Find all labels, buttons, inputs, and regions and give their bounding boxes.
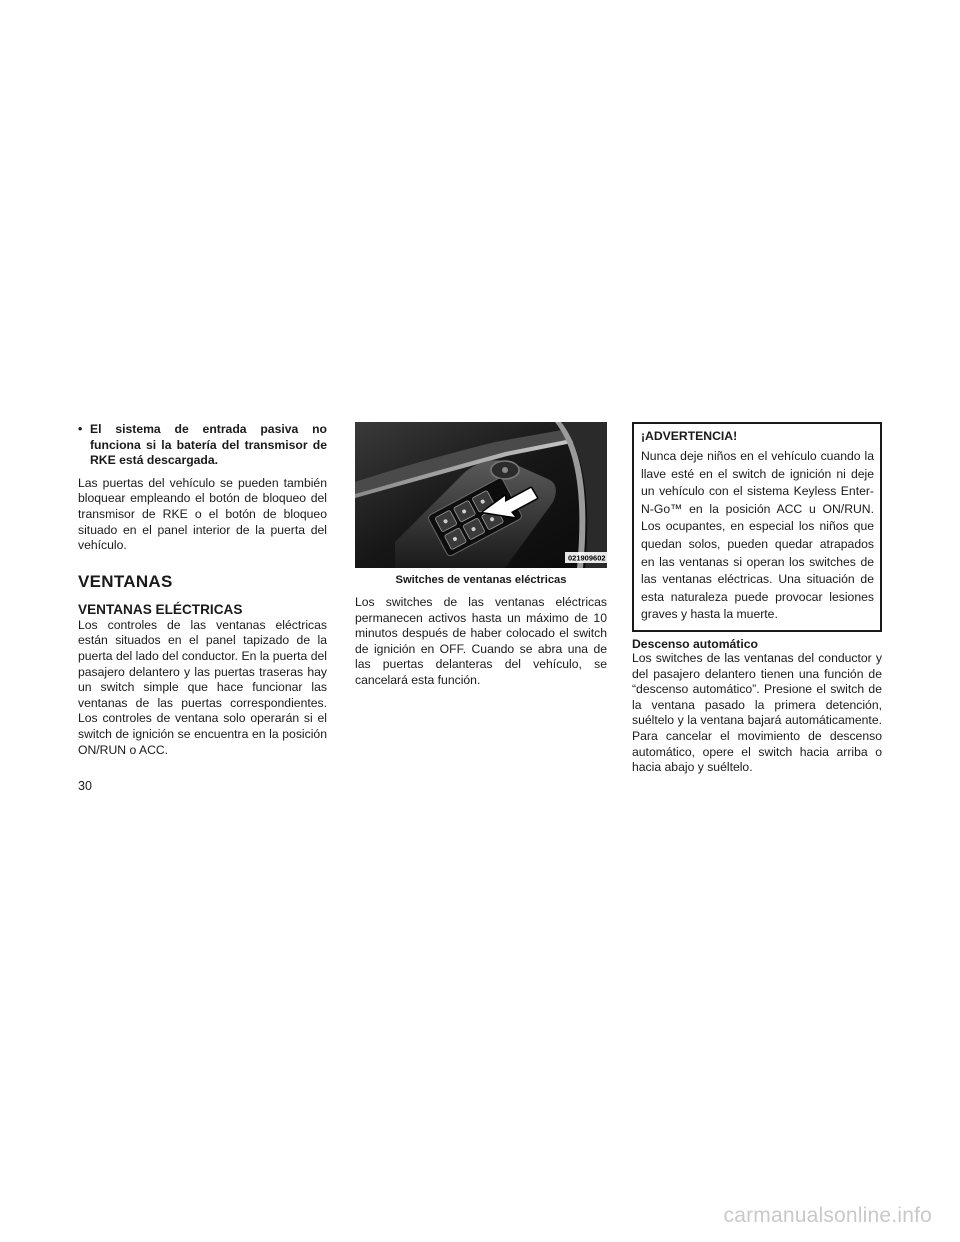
subsection-heading: VENTANAS ELÉCTRICAS: [78, 601, 243, 617]
lock-paragraph: Las puertas del vehículo se pueden también bloquear empleando el botón de bloqueo del transmisor de RKE o el botón de bloqueo situado en el panel interior de la puerta del vehículo.: [78, 475, 327, 553]
window-switches-illustration: [355, 422, 607, 568]
section-heading: VENTANAS: [78, 571, 173, 591]
auto-down-paragraph: Los switches de las ventanas del conductor y del pasajero delantero tienen una función de “descenso automático”. Presione el switch de la ventana pasado la primera detención, suéltelo y la ventana bajará automáticamente. Para cancelar el movimiento de descenso automático, opere el switch hacia arriba o hacia abajo y suéltelo.: [632, 650, 882, 775]
switch-timing-paragraph: Los switches de las ventanas eléctricas permanecen activos hasta un máximo de 10 minutos después de haber colocado el switch de ignición en OFF. Cuando se abra una de las puertas delanteras del vehículo, se cancelará esta función.: [355, 595, 607, 687]
bullet-item: [78, 422, 327, 469]
right-column: [632, 422, 882, 776]
bullet-text: El sistema de entrada pasiva no funciona si la batería del transmisor de RKE está descargada.: [90, 422, 327, 468]
warning-title: ¡ADVERTENCIA!: [641, 429, 738, 443]
page-number: 30: [78, 779, 92, 793]
window-switches-photo: [355, 422, 607, 568]
image-code: 021909602: [568, 553, 606, 563]
middle-column: [355, 422, 607, 689]
bullet-marker: •: [78, 422, 83, 436]
warning-body: Nunca deje niños en el vehículo cuando la llave esté en el switch de ignición ni deje un vehículo con el sistema Keyless Enter-N-Go™ en la posición ACC u ON/RUN. Los ocupantes, en especial los niños que quedan solos, pueden quedar atrapados en las ventanas si operan los switches de las ventanas eléctricas. Una situación de esta naturaleza puede provocar lesiones graves y hasta la muerte.: [641, 449, 874, 622]
watermark: carmanualsonline.info: [723, 1204, 932, 1227]
photo-caption: Switches de ventanas eléctricas: [395, 574, 567, 586]
warning-box: [632, 422, 882, 632]
power-windows-paragraph: Los controles de las ventanas eléctricas están situados en el panel tapizado de la puerta del lado del conductor. En la puerta del pasajero delantero y las puertas traseras hay un switch simple que hace funcionar las ventanas de las puertas correspondientes. Los controles de ventana solo operarán si el switch de ignición se encuentra en la posición ON/RUN o ACC.: [78, 617, 327, 757]
left-column: [78, 422, 327, 758]
auto-down-heading: Descenso automático: [632, 636, 758, 651]
